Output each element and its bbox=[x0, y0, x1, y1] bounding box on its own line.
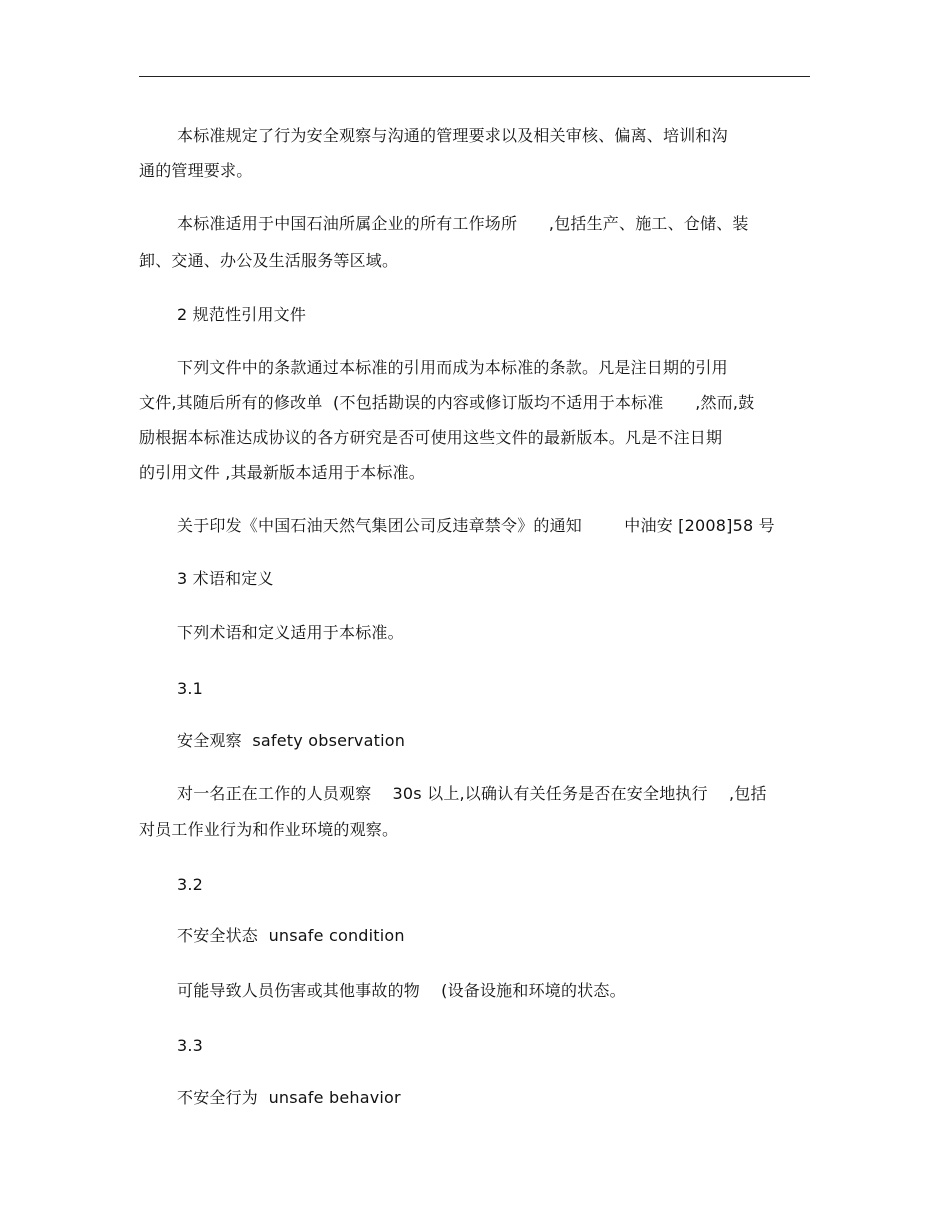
paragraph-scope-line-2: 通的管理要求。 bbox=[139, 161, 253, 180]
term-definition-3-1-line-2: 对员工作业行为和作业环境的观察。 bbox=[139, 820, 399, 839]
paragraph-references-line-4: 的引用文件 ,其最新版本适用于本标准。 bbox=[139, 463, 425, 482]
section-heading-2: 2 规范性引用文件 bbox=[177, 305, 307, 324]
term-number-3-1: 3.1 bbox=[177, 679, 204, 698]
reference-document: 关于印发《中国石油天然气集团公司反违章禁令》的通知 中油安 [2008]58 号 bbox=[177, 516, 775, 535]
paragraph-references-line-3: 励根据本标准达成协议的各方研究是否可使用这些文件的最新版本。凡是不注日期 bbox=[139, 428, 723, 447]
paragraph-scope-line-1: 本标准规定了行为安全观察与沟通的管理要求以及相关审核、偏离、培训和沟 bbox=[177, 126, 728, 145]
term-number-3-3: 3.3 bbox=[177, 1036, 204, 1055]
paragraph-references-line-2: 文件,其随后所有的修改单 (不包括勘误的内容或修订版均不适用于本标准 ,然而,鼓 bbox=[139, 393, 755, 412]
term-title-3-1: 安全观察 safety observation bbox=[177, 731, 406, 750]
term-number-3-2: 3.2 bbox=[177, 875, 204, 894]
term-definition-3-1-line-1: 对一名正在工作的人员观察 30s 以上,以确认有关任务是否在安全地执行 ,包括 bbox=[177, 784, 767, 803]
paragraph-applicability-line-1: 本标准适用于中国石油所属企业的所有工作场所 ,包括生产、施工、仓储、装 bbox=[177, 214, 749, 233]
section-heading-3: 3 术语和定义 bbox=[177, 569, 274, 588]
term-title-3-3: 不安全行为 unsafe behavior bbox=[177, 1088, 401, 1107]
term-title-3-2: 不安全状态 unsafe condition bbox=[177, 926, 405, 945]
paragraph-references-line-1: 下列文件中的条款通过本标准的引用而成为本标准的条款。凡是注日期的引用 bbox=[177, 358, 728, 377]
term-definition-3-2: 可能导致人员伤害或其他事故的物 (设备设施和环境的状态。 bbox=[177, 981, 626, 1000]
terms-intro: 下列术语和定义适用于本标准。 bbox=[177, 623, 404, 642]
paragraph-applicability-line-2: 卸、交通、办公及生活服务等区域。 bbox=[139, 251, 399, 270]
